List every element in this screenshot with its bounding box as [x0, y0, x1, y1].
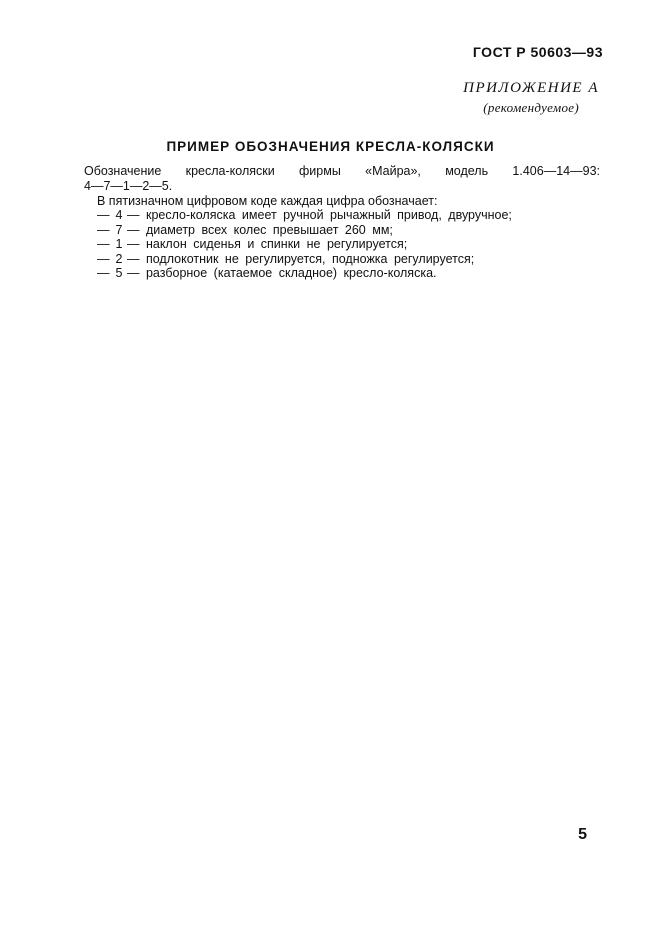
- list-item: [97, 237, 512, 252]
- digit-description: — наклон сиденья и спинки не регулируется;: [127, 237, 408, 251]
- list-dash: —: [97, 208, 110, 222]
- digit-description: — диаметр всех колес превышает 260 мм;: [127, 222, 393, 237]
- list-dash: —: [97, 251, 110, 266]
- standard-number: ГОСТ Р 50603—93: [472, 44, 603, 60]
- digit-code: 1: [115, 237, 123, 251]
- list-item: [97, 266, 512, 281]
- digit-description: — кресло-коляска имеет ручной рычажный привод, двуручное;: [127, 208, 512, 222]
- section-heading: ПРИМЕР ОБОЗНАЧЕНИЯ КРЕСЛА-КОЛЯСКИ: [166, 139, 495, 154]
- list-item: [97, 223, 512, 238]
- digit-code: 4: [115, 208, 123, 222]
- page-number: 5: [578, 826, 587, 843]
- digit-code: 7: [115, 222, 123, 237]
- digit-code: 2: [115, 251, 123, 266]
- appendix-kind: (рекомендуемое): [483, 100, 579, 115]
- code-digit-list: [97, 208, 512, 281]
- code-explanation-intro: В пятизначном цифровом коде каждая цифра обозначает:: [97, 194, 438, 208]
- appendix-title: ПРИЛОЖЕНИЕ А: [463, 80, 599, 96]
- digit-code: 5: [115, 266, 123, 280]
- designation-line: Обозначение кресла-коляски фирмы «Майра», модель 1.406—14—93:: [84, 164, 600, 178]
- list-item: [97, 208, 512, 223]
- digit-description: — подлокотник не регулируется, подножка регулируется;: [127, 251, 475, 266]
- digit-description: — разборное (катаемое складное) кресло-коляска.: [127, 266, 437, 280]
- list-item: [97, 252, 512, 267]
- designation-code: 4—7—1—2—5.: [84, 179, 173, 193]
- list-dash: —: [97, 222, 110, 237]
- list-dash: —: [97, 266, 110, 280]
- list-dash: —: [97, 237, 110, 251]
